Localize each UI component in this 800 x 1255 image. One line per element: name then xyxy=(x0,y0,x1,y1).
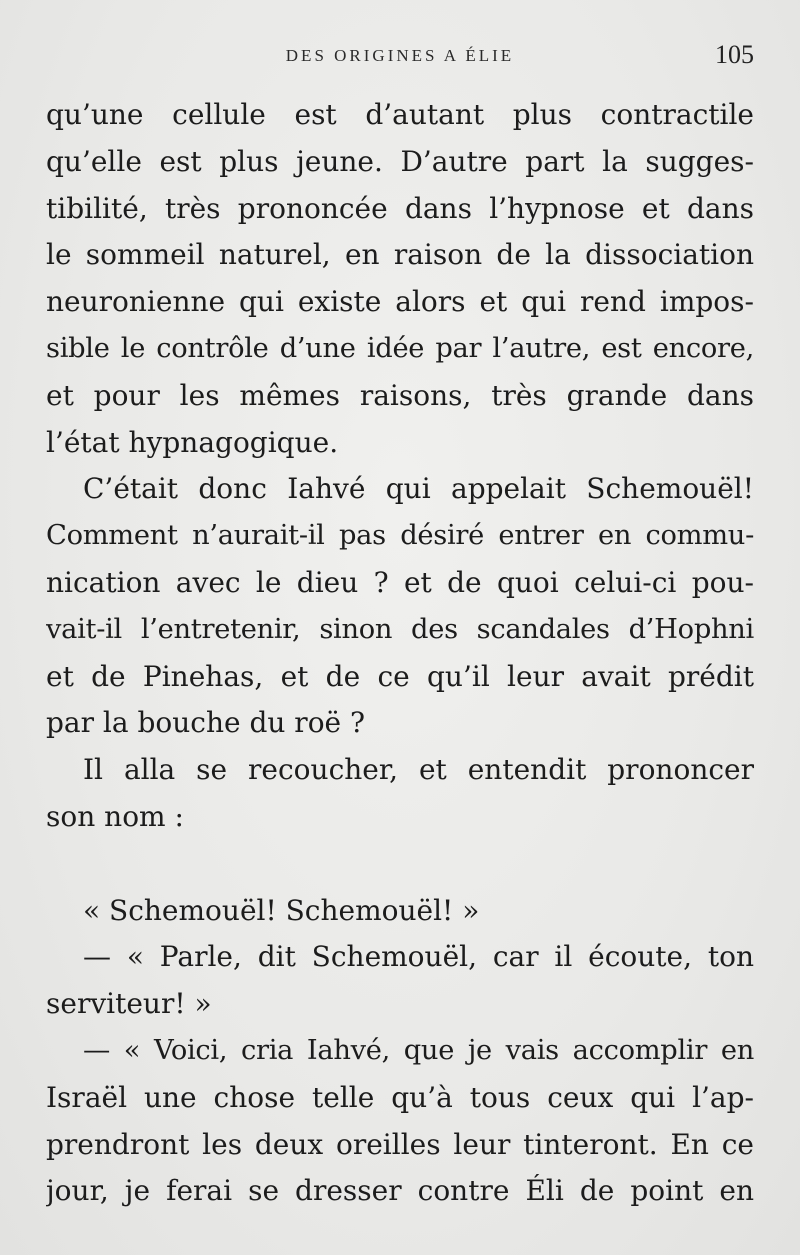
text-line: le sommeil naturel, en raison de la dissociation xyxy=(46,238,754,272)
text-line: prendront les deux oreilles leur tinteront. En ce xyxy=(46,1127,754,1161)
body-text xyxy=(46,92,754,1215)
text-line: l’état hypnagogique. xyxy=(46,425,339,459)
text-line: Israël une chose telle qu’à tous ceux qui l’ap- xyxy=(46,1080,754,1114)
text-line: neuronienne qui existe alors et qui rend impos- xyxy=(46,285,754,319)
text-line: jour, je ferai se dresser contre Éli de point en xyxy=(46,1174,754,1208)
text-line: qu’elle est plus jeune. D’autre part la sugges- xyxy=(46,144,754,178)
page-number: 105 xyxy=(715,40,754,69)
text-line: Comment n’aurait-il pas désiré entrer en commu- xyxy=(46,520,754,552)
text-line: « Schemouël! Schemouël! » xyxy=(83,893,480,927)
page-header xyxy=(46,40,754,76)
text-line: sible le contrôle d’une idée par l’autre, est encore, xyxy=(46,332,754,364)
text-line: — « Parle, dit Schemouël, car il écoute, ton xyxy=(83,940,754,974)
text-line: vait-il l’entretenir, sinon des scandales d’Hophni xyxy=(46,613,754,645)
text-line: Il alla se recoucher, et entendit prononcer xyxy=(83,753,754,787)
text-line: et pour les mêmes raisons, très grande dans xyxy=(46,378,754,412)
running-title: DES ORIGINES A ÉLIE xyxy=(285,46,515,65)
text-line: par la bouche du roë ? xyxy=(46,706,366,740)
text-line: qu’une cellule est d’autant plus contractile xyxy=(46,98,754,131)
text-line: nication avec le dieu ? et de quoi celui-ci pou- xyxy=(46,565,754,599)
text-line: et de Pinehas, et de ce qu’il leur avait prédit xyxy=(46,659,754,693)
text-line: C’était donc Iahvé qui appelait Schemouël! xyxy=(83,472,754,506)
text-line: tibilité, très prononcée dans l’hypnose et dans xyxy=(46,191,754,225)
text-line: — « Voici, cria Iahvé, que je vais accomplir en xyxy=(83,1034,754,1066)
text-line: serviteur! » xyxy=(46,987,212,1021)
blank-line xyxy=(46,841,754,888)
text-line: son nom : xyxy=(46,799,184,833)
